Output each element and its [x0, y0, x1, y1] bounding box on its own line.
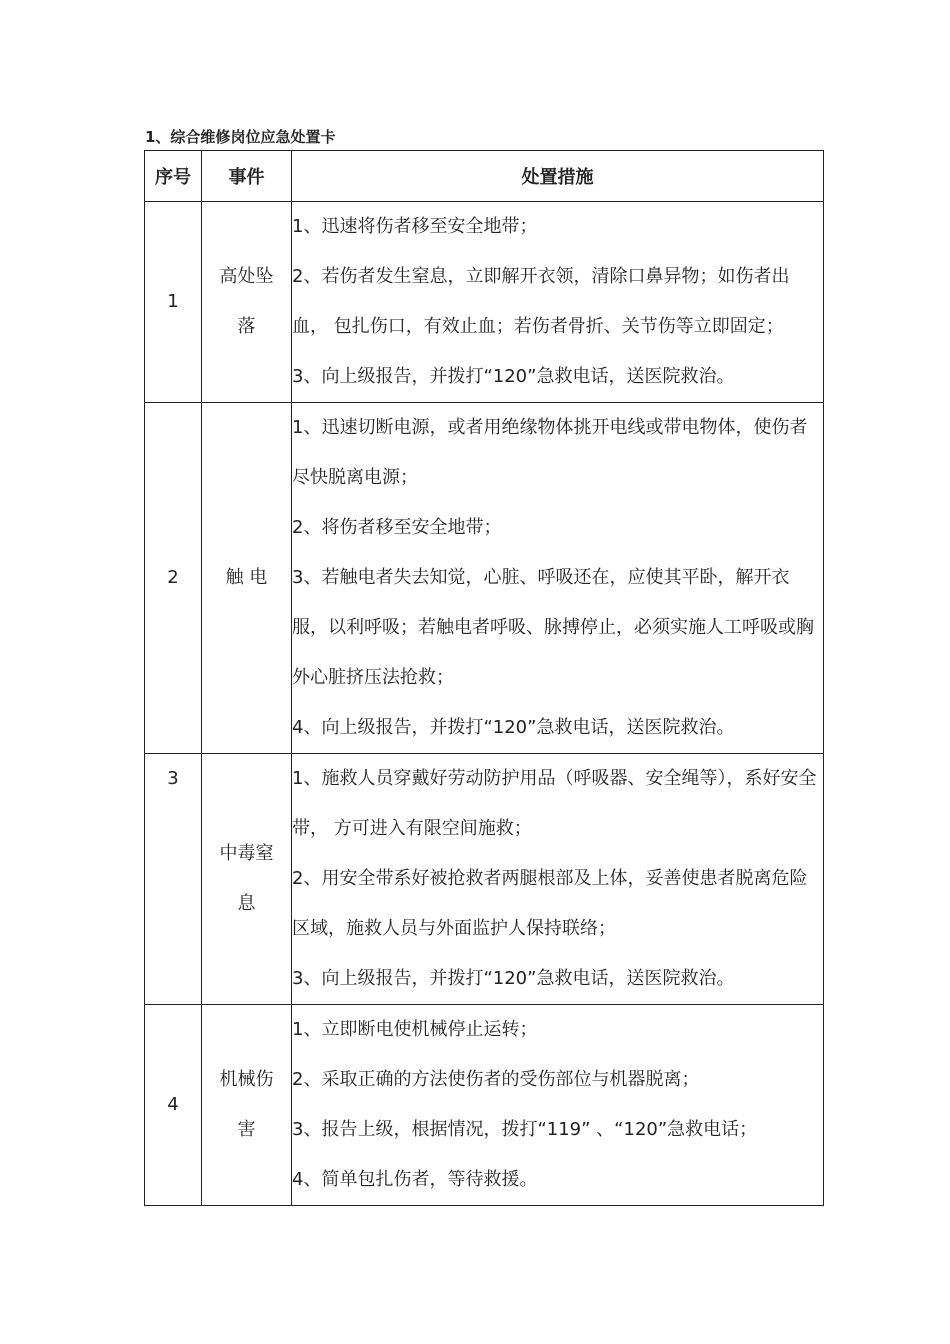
table-row — [145, 754, 824, 1005]
measure-item: 3、若触电者失去知觉，心脏、呼吸还在，应使其平卧，解开衣服，以利呼吸；若触电者呼吸、脉搏停止，必须实施人工呼吸或胸外心脏挤压法抢救； — [292, 567, 814, 688]
row-measures — [292, 202, 824, 403]
row-num: 4 — [145, 1005, 202, 1206]
row-measures — [292, 754, 824, 1005]
measure-item: 2、若伤者发生窒息，立即解开衣领，清除口鼻异物；如伤者出血， 包扎伤口，有效止血；若伤者骨折、关节伤等立即固定； — [292, 266, 790, 337]
row-event-label: 高处坠落 — [219, 266, 274, 337]
measure-item: 2、用安全带系好被抢救者两腿根部及上体，妥善使患者脱离危险区域，施救人员与外面监护人保持联络； — [292, 868, 808, 939]
measure-item: 3、向上级报告，并拨打“120”急救电话，送医院救治。 — [292, 366, 735, 387]
row-num: 2 — [145, 403, 202, 754]
measure-item: 1、施救人员穿戴好劳动防护用品（呼吸器、安全绳等），系好安全带， 方可进入有限空间施救； — [292, 768, 817, 839]
table-row — [145, 202, 824, 403]
measure-item: 3、向上级报告，并拨打“120”急救电话，送医院救治。 — [292, 968, 735, 989]
header-event: 事件 — [202, 151, 292, 202]
row-event — [202, 754, 292, 1005]
measure-item: 3、报告上级，根据情况，拨打“119” 、“120”急救电话； — [292, 1119, 758, 1140]
row-measures — [292, 403, 824, 754]
measure-item: 1、立即断电使机械停止运转； — [292, 1019, 538, 1040]
measure-item: 1、迅速将伤者移至安全地带； — [292, 216, 538, 237]
measure-item: 4、向上级报告，并拨打“120”急救电话，送医院救治。 — [292, 717, 735, 738]
row-event — [202, 202, 292, 403]
table-row — [145, 1005, 824, 1206]
emergency-card-table — [144, 150, 824, 1206]
row-num: 1 — [145, 202, 202, 403]
row-event-label: 中毒窒息 — [219, 843, 274, 914]
measure-item: 2、将伤者移至安全地带； — [292, 517, 502, 538]
measure-item: 1、迅速切断电源，或者用绝缘物体挑开电线或带电物体，使伤者尽快脱离电源； — [292, 417, 808, 488]
row-num: 3 — [145, 754, 202, 1005]
row-measures — [292, 1005, 824, 1206]
row-event-label: 触 电 — [225, 567, 268, 588]
row-event-label: 机械伤害 — [219, 1069, 274, 1140]
header-measures: 处置措施 — [292, 151, 824, 202]
table-row — [145, 403, 824, 754]
measure-item: 2、采取正确的方法使伤者的受伤部位与机器脱离； — [292, 1069, 700, 1090]
row-event — [202, 403, 292, 754]
row-event — [202, 1005, 292, 1206]
measure-item: 4、简单包扎伤者，等待救援。 — [292, 1169, 538, 1190]
page-title: 1、综合维修岗位应急处置卡 — [145, 128, 336, 146]
table-header-row — [145, 151, 824, 202]
header-num: 序号 — [145, 151, 202, 202]
